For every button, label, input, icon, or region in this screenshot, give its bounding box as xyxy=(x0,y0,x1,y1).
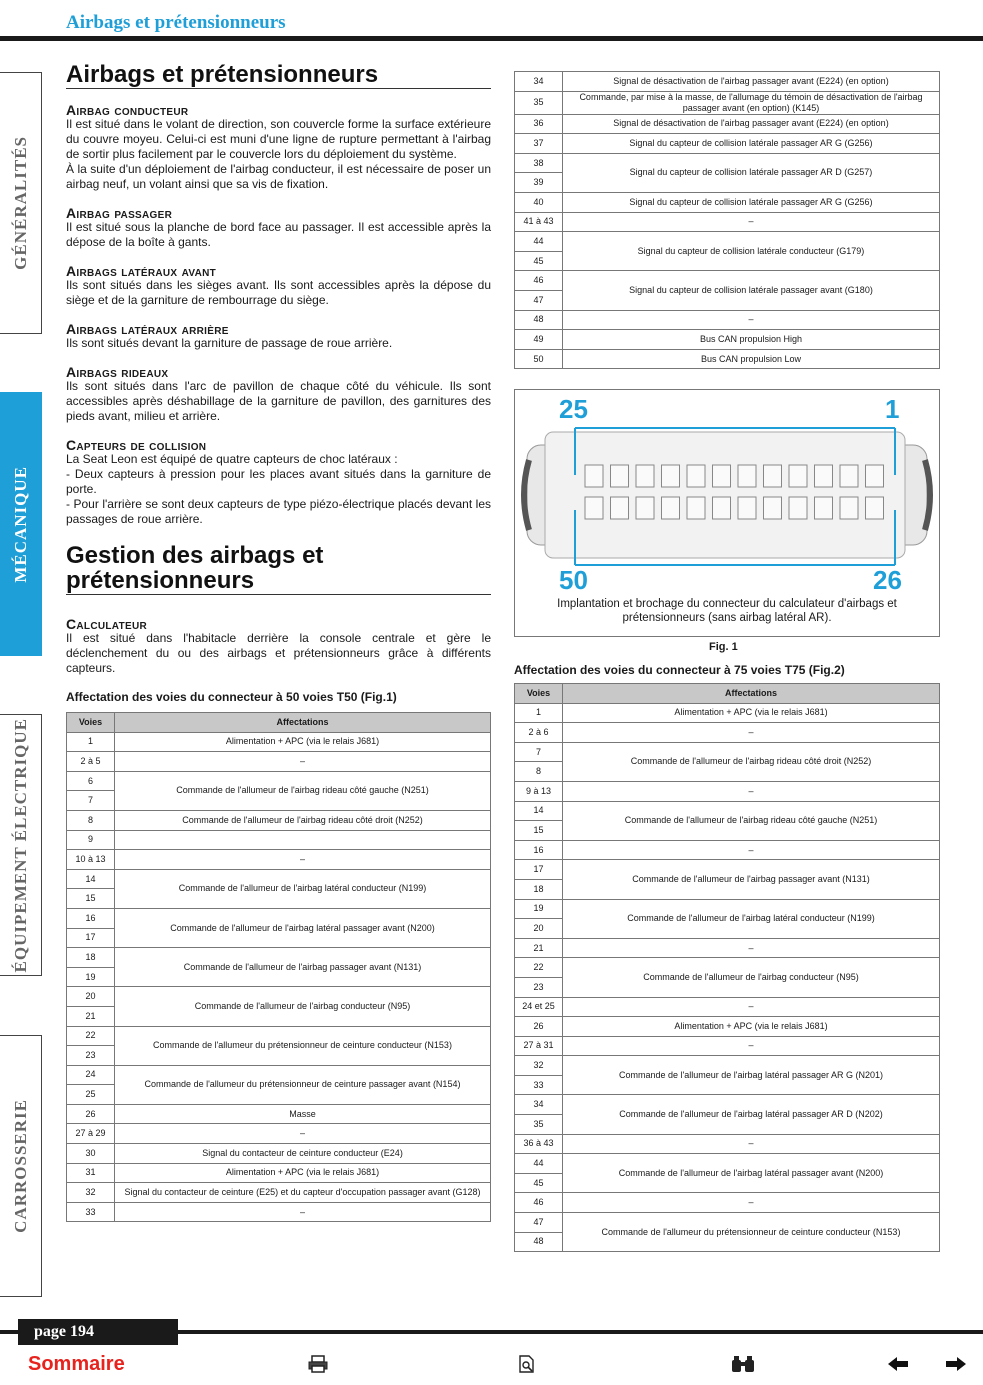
voie-cell: 39 xyxy=(515,173,563,193)
table-row xyxy=(515,899,940,919)
column-header: Affectations xyxy=(115,713,491,733)
table-t50 xyxy=(66,712,491,1222)
table-row xyxy=(515,1134,940,1154)
connector-pin xyxy=(585,497,603,519)
voie-cell: 37 xyxy=(515,134,563,154)
subheading: Airbags latéraux avant xyxy=(66,263,217,279)
section-text: Ils sont situés dans les sièges avant. Ils sont accessibles après la dépose du siège et de la garniture de rembourrage du siège. xyxy=(66,278,491,307)
figure-connector xyxy=(514,389,940,637)
table-row xyxy=(67,850,491,870)
voie-cell: 14 xyxy=(515,801,563,821)
voie-cell: 18 xyxy=(67,948,115,968)
affectation-cell: Masse xyxy=(115,1104,491,1124)
section-text: La Seat Leon est équipé de quatre capteurs de choc latéraux : - Deux capteurs à pression pour les places avant situés dans la garniture de porte. - Pour l'arrière se sont deux capteurs de type piézo-électrique placés devant les passages de roue arrière. xyxy=(66,452,491,526)
voie-cell: 40 xyxy=(515,192,563,212)
connector-pin xyxy=(789,497,807,519)
voie-cell: 22 xyxy=(67,1026,115,1046)
affectation-cell: Commande de l'allumeur de l'airbag rideau côté droit (N252) xyxy=(115,810,491,830)
voie-cell: 46 xyxy=(515,271,563,291)
section-heading: Airbags et prétensionneurs xyxy=(66,62,491,89)
affectation-cell: – xyxy=(563,840,940,860)
voie-cell: 32 xyxy=(67,1183,115,1203)
affectation-cell: Signal du capteur de collision latérale passager avant (G180) xyxy=(563,271,940,310)
section-text: Il est situé dans le volant de direction, son couvercle forme la surface extérieure du couvre moyeu. Celui-ci est muni d'une ligne de rupture permettant à l'airbag de sortir plus facilement par le couvercle lors du déploiement du système. À la suite d'un déploiement de l'airbag conducteur, il est nécessaire de poser un airbag neuf, un volant ainsi que sa vis de fixation. xyxy=(66,117,491,191)
affectation-cell: Commande de l'allumeur du prétensionneur de ceinture conducteur (N153) xyxy=(563,1213,940,1252)
connector-pin xyxy=(662,497,680,519)
table-row xyxy=(515,134,940,154)
table-row xyxy=(515,1056,940,1076)
table-row xyxy=(515,1017,940,1037)
affectation-cell: – xyxy=(115,850,491,870)
voie-cell: 8 xyxy=(515,762,563,782)
affectation-cell: Commande de l'allumeur de l'airbag rideau côté gauche (N251) xyxy=(563,801,940,840)
affectation-cell: Signal du capteur de collision latérale conducteur (G179) xyxy=(563,232,940,271)
affectation-cell: – xyxy=(563,212,940,232)
table-row xyxy=(515,349,940,369)
connector-pin xyxy=(662,465,680,487)
affectation-cell: Commande, par mise à la masse, de l'allumage du témoin de désactivation de l'airbag passager avant (en option) (K145) xyxy=(563,91,940,114)
affectation-cell: – xyxy=(563,1193,940,1213)
voie-cell: 7 xyxy=(67,791,115,811)
voie-cell: 16 xyxy=(67,908,115,928)
voie-cell: 16 xyxy=(515,840,563,860)
voie-cell: 45 xyxy=(515,1173,563,1193)
subheading: Airbags rideaux xyxy=(66,364,169,380)
affectation-cell: Signal du capteur de collision latérale passager AR D (G257) xyxy=(563,153,940,192)
table-row xyxy=(67,1124,491,1144)
affectation-cell: Commande de l'allumeur de l'airbag latéral passager avant (N200) xyxy=(115,908,491,947)
affectation-cell: Bus CAN propulsion High xyxy=(563,330,940,350)
table-row xyxy=(515,310,940,330)
table-row xyxy=(515,212,940,232)
affectation-cell: – xyxy=(563,997,940,1017)
voie-cell: 24 et 25 xyxy=(515,997,563,1017)
voie-cell: 49 xyxy=(515,330,563,350)
voie-cell: 34 xyxy=(515,72,563,92)
table-row xyxy=(515,1193,940,1213)
voie-cell: 30 xyxy=(67,1144,115,1164)
affectation-cell: – xyxy=(563,781,940,801)
table-row xyxy=(67,1202,491,1222)
table-t75-wrap xyxy=(514,683,940,1252)
header-rule xyxy=(0,36,983,41)
voie-cell: 32 xyxy=(515,1056,563,1076)
table-row xyxy=(67,810,491,830)
table-row xyxy=(67,987,491,1007)
voie-cell: 7 xyxy=(515,742,563,762)
page-number: page 194 xyxy=(18,1319,178,1345)
tab-mecanique[interactable] xyxy=(0,392,42,656)
pin-label-26: 26 xyxy=(873,565,902,590)
section-heading-2: Gestion des airbags et prétensionneurs xyxy=(66,543,491,595)
table-row xyxy=(67,1065,491,1085)
column-header: Voies xyxy=(515,684,563,704)
affectation-cell: Commande de l'allumeur de l'airbag latéral passager avant (N200) xyxy=(563,1154,940,1193)
connector-pin xyxy=(866,465,884,487)
connector-pin xyxy=(687,465,705,487)
connector-pin xyxy=(815,465,833,487)
affectation-cell: – xyxy=(563,938,940,958)
voie-cell: 20 xyxy=(515,919,563,939)
binoculars-icon[interactable] xyxy=(730,1355,756,1373)
table-row xyxy=(515,1213,940,1233)
subheading: Airbag conducteur xyxy=(66,102,189,118)
column-header: Voies xyxy=(67,713,115,733)
table-t75 xyxy=(514,683,940,1252)
voie-cell: 21 xyxy=(67,1006,115,1026)
connector-pin xyxy=(713,497,731,519)
affectation-cell: Commande de l'allumeur de l'airbag passager avant (N131) xyxy=(563,860,940,899)
affectation-cell: Signal du contacteur de ceinture conducteur (E24) xyxy=(115,1144,491,1164)
voie-cell: 19 xyxy=(515,899,563,919)
table-row xyxy=(67,830,491,850)
table-row xyxy=(515,232,940,252)
table-row xyxy=(515,271,940,291)
connector-pin xyxy=(611,465,629,487)
calc-text: Il est situé dans l'habitacle derrière la console centrale et gère le déclenchement du ou des airbags et prétensionneurs grâce à différents capteurs. xyxy=(66,631,491,675)
voie-cell: 45 xyxy=(515,251,563,271)
voie-cell: 47 xyxy=(515,290,563,310)
table-row xyxy=(515,192,940,212)
voie-cell: 33 xyxy=(67,1202,115,1222)
table-row xyxy=(515,801,940,821)
voie-cell: 35 xyxy=(515,1115,563,1135)
affectation-cell: Commande de l'allumeur de l'airbag latéral conducteur (N199) xyxy=(563,899,940,938)
tab-carrosserie[interactable] xyxy=(0,1035,42,1297)
voie-cell: 38 xyxy=(515,153,563,173)
affectation-cell: Alimentation + APC (via le relais J681) xyxy=(115,732,491,752)
tab-label: MÉCANIQUE xyxy=(10,465,30,583)
voie-cell: 36 xyxy=(515,114,563,134)
table-row xyxy=(67,948,491,968)
section-text: Ils sont situés devant la garniture de passage de roue arrière. xyxy=(66,336,393,350)
affectation-cell: Signal du capteur de collision latérale passager AR G (G256) xyxy=(563,192,940,212)
table-row xyxy=(67,1183,491,1203)
voie-cell: 24 xyxy=(67,1065,115,1085)
affectation-cell: – xyxy=(115,1124,491,1144)
table-caption-t50: Affectation des voies du connecteur à 50 voies T50 (Fig.1) xyxy=(66,690,397,704)
voie-cell: 44 xyxy=(515,232,563,252)
affectation-cell: Alimentation + APC (via le relais J681) xyxy=(115,1163,491,1183)
voie-cell: 25 xyxy=(67,1085,115,1105)
table-row xyxy=(67,908,491,928)
subheading-calculateur: Calculateur xyxy=(66,616,147,632)
connector-pin xyxy=(636,497,654,519)
subheading: Airbag passager xyxy=(66,205,173,221)
tab-label: ÉQUIPEMENT ÉLECTRIQUE xyxy=(10,717,30,973)
table-row xyxy=(67,869,491,889)
page-search-icon[interactable] xyxy=(518,1355,536,1373)
left-column xyxy=(66,62,491,1222)
voie-cell: 18 xyxy=(515,879,563,899)
table-row xyxy=(515,938,940,958)
connector-pin xyxy=(585,465,603,487)
tab-equipement-electrique[interactable] xyxy=(0,714,42,976)
table-row xyxy=(515,742,940,762)
affectation-cell: Alimentation + APC (via le relais J681) xyxy=(563,703,940,723)
voie-cell: 6 xyxy=(67,771,115,791)
table-row xyxy=(67,1144,491,1164)
voie-cell: 23 xyxy=(515,977,563,997)
affectation-cell: Commande de l'allumeur du prétensionneur de ceinture conducteur (N153) xyxy=(115,1026,491,1065)
voie-cell: 21 xyxy=(515,938,563,958)
table-row xyxy=(515,860,940,880)
affectation-cell: Commande de l'allumeur de l'airbag passager avant (N131) xyxy=(115,948,491,987)
table-row xyxy=(515,72,940,92)
table-row xyxy=(67,1026,491,1046)
voie-cell: 1 xyxy=(67,732,115,752)
connector-pin xyxy=(840,465,858,487)
voie-cell: 48 xyxy=(515,310,563,330)
connector-pin xyxy=(636,465,654,487)
voie-cell: 23 xyxy=(67,1046,115,1066)
voie-cell: 20 xyxy=(67,987,115,1007)
affectation-cell: Commande de l'allumeur de l'airbag rideau côté droit (N252) xyxy=(563,742,940,781)
voie-cell: 17 xyxy=(515,860,563,880)
table-row xyxy=(515,1095,940,1115)
arrow-left-icon[interactable] xyxy=(887,1355,909,1373)
subheading: Capteurs de collision xyxy=(66,437,207,453)
pin-label-25: 25 xyxy=(559,394,588,424)
affectation-cell: – xyxy=(563,1036,940,1056)
table-row xyxy=(67,732,491,752)
voie-cell: 26 xyxy=(67,1104,115,1124)
figure-label: Fig. 1 xyxy=(709,641,738,653)
right-column xyxy=(514,71,940,369)
section-text: Il est situé sous la planche de bord face au passager. Il est accessible après la dépose de la boîte à gants. xyxy=(66,220,491,249)
table-row xyxy=(515,781,940,801)
tab-label: CARROSSERIE xyxy=(10,1099,30,1233)
affectation-cell: Signal du contacteur de ceinture (E25) et du capteur d'occupation passager avant (G128) xyxy=(115,1183,491,1203)
affectation-cell: Signal de désactivation de l'airbag passager avant (E224) (en option) xyxy=(563,72,940,92)
table-row xyxy=(67,771,491,791)
affectation-cell xyxy=(115,830,491,850)
voie-cell: 44 xyxy=(515,1154,563,1174)
table-row xyxy=(515,958,940,978)
table-row xyxy=(515,114,940,134)
affectation-cell: Alimentation + APC (via le relais J681) xyxy=(563,1017,940,1037)
voie-cell: 36 à 43 xyxy=(515,1134,563,1154)
voie-cell: 2 à 5 xyxy=(67,752,115,772)
affectation-cell: – xyxy=(115,752,491,772)
affectation-cell: – xyxy=(563,1134,940,1154)
voie-cell: 15 xyxy=(515,821,563,841)
table-row xyxy=(67,1104,491,1124)
table-row xyxy=(515,330,940,350)
print-icon[interactable] xyxy=(307,1355,329,1373)
pin-label-1: 1 xyxy=(885,394,900,424)
figure-caption: Implantation et brochage du connecteur du calculateur d'airbags et prétensionneurs (sans airbag latéral AR). xyxy=(557,598,897,624)
voie-cell: 9 à 13 xyxy=(515,781,563,801)
sections xyxy=(66,103,491,527)
subheading: Airbags latéraux arrière xyxy=(66,321,229,337)
affectation-cell: Signal de désactivation de l'airbag passager avant (E224) (en option) xyxy=(563,114,940,134)
affectation-cell: – xyxy=(115,1202,491,1222)
table-row xyxy=(515,91,940,114)
voie-cell: 27 à 29 xyxy=(67,1124,115,1144)
connector-pin xyxy=(611,497,629,519)
affectation-cell: – xyxy=(563,310,940,330)
connector-pin xyxy=(866,497,884,519)
voie-cell: 1 xyxy=(515,703,563,723)
table-row xyxy=(515,703,940,723)
affectation-cell: Commande de l'allumeur de l'airbag conducteur (N95) xyxy=(115,987,491,1026)
voie-cell: 31 xyxy=(67,1163,115,1183)
affectation-cell: Signal du capteur de collision latérale passager AR G (G256) xyxy=(563,134,940,154)
voie-cell: 27 à 31 xyxy=(515,1036,563,1056)
column-header: Affectations xyxy=(563,684,940,704)
connector-pin xyxy=(840,497,858,519)
voie-cell: 34 xyxy=(515,1095,563,1115)
table-caption-t75: Affectation des voies du connecteur à 75 voies T75 (Fig.2) xyxy=(514,663,845,677)
affectation-cell: Commande de l'allumeur du prétensionneur de ceinture passager avant (N154) xyxy=(115,1065,491,1104)
sommaire-link[interactable]: Sommaire xyxy=(28,1353,125,1375)
connector-pin xyxy=(789,465,807,487)
table-row xyxy=(515,1036,940,1056)
voie-cell: 2 à 6 xyxy=(515,723,563,743)
table-row xyxy=(67,752,491,772)
table-t50-continued xyxy=(514,71,940,369)
connector-pin xyxy=(764,497,782,519)
connector-pin xyxy=(815,497,833,519)
affectation-cell: Commande de l'allumeur de l'airbag conducteur (N95) xyxy=(563,958,940,997)
table-row xyxy=(67,1163,491,1183)
voie-cell: 8 xyxy=(67,810,115,830)
table-row xyxy=(515,997,940,1017)
connector-illustration xyxy=(515,390,939,590)
voie-cell: 15 xyxy=(67,889,115,909)
section-text: Ils sont situés dans l'arc de pavillon de chaque côté du véhicule. Ils sont accessibles après déshabillage de la garniture de pavillon, des garnitures des pieds avant, milieu et arrière. xyxy=(66,379,491,423)
voie-cell: 14 xyxy=(67,869,115,889)
connector-pin xyxy=(764,465,782,487)
affectation-cell: Commande de l'allumeur de l'airbag latéral passager AR D (N202) xyxy=(563,1095,940,1134)
voie-cell: 47 xyxy=(515,1213,563,1233)
affectation-cell: – xyxy=(563,723,940,743)
header-title: Airbags et prétensionneurs xyxy=(66,12,286,33)
table-row xyxy=(515,723,940,743)
affectation-cell: Commande de l'allumeur de l'airbag latéral passager AR G (N201) xyxy=(563,1056,940,1095)
tab-label: GÉNÉRALITÉS xyxy=(10,136,30,270)
table-row xyxy=(515,840,940,860)
affectation-cell: Commande de l'allumeur de l'airbag rideau côté gauche (N251) xyxy=(115,771,491,810)
voie-cell: 46 xyxy=(515,1193,563,1213)
affectation-cell: Commande de l'allumeur de l'airbag latéral conducteur (N199) xyxy=(115,869,491,908)
connector-pin xyxy=(687,497,705,519)
voie-cell: 22 xyxy=(515,958,563,978)
affectation-cell: Bus CAN propulsion Low xyxy=(563,349,940,369)
tab-generalites[interactable] xyxy=(0,72,42,334)
voie-cell: 35 xyxy=(515,91,563,114)
voie-cell: 9 xyxy=(67,830,115,850)
voie-cell: 26 xyxy=(515,1017,563,1037)
connector-pin xyxy=(713,465,731,487)
voie-cell: 50 xyxy=(515,349,563,369)
connector-pin xyxy=(738,465,756,487)
voie-cell: 48 xyxy=(515,1232,563,1252)
voie-cell: 17 xyxy=(67,928,115,948)
arrow-right-icon[interactable] xyxy=(945,1355,967,1373)
voie-cell: 33 xyxy=(515,1075,563,1095)
voie-cell: 10 à 13 xyxy=(67,850,115,870)
pin-label-50: 50 xyxy=(559,565,588,590)
voie-cell: 19 xyxy=(67,967,115,987)
connector-pin xyxy=(738,497,756,519)
table-row xyxy=(515,153,940,173)
table-row xyxy=(515,1154,940,1174)
voie-cell: 41 à 43 xyxy=(515,212,563,232)
